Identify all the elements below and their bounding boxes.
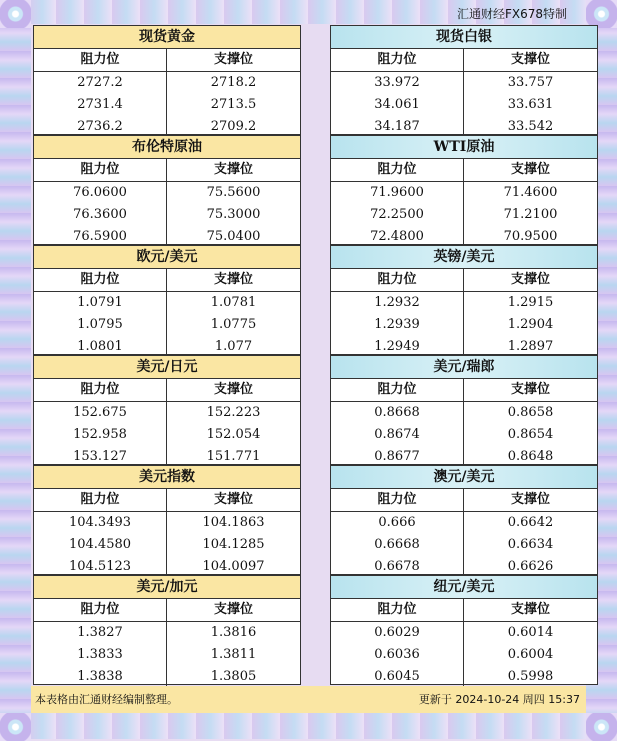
support-header: 支撑位 <box>510 492 550 507</box>
support-value: 1.0775 <box>210 317 257 332</box>
support-value: 75.0400 <box>206 229 261 244</box>
support-value: 104.1863 <box>202 515 265 530</box>
table-row <box>331 512 597 534</box>
corner-ornament-icon <box>0 0 31 28</box>
instrument-panel <box>330 245 598 355</box>
resistance-value: 2727.2 <box>34 72 167 94</box>
resistance-value: 152.675 <box>34 402 167 424</box>
resistance-value: 2731.4 <box>34 94 167 116</box>
resistance-value: 104.3493 <box>34 512 167 534</box>
table-row <box>331 72 597 94</box>
resistance-value: 1.3833 <box>34 644 167 666</box>
frame-bottom-border <box>0 713 617 739</box>
support-header: 支撑位 <box>213 492 253 507</box>
support-value: 1.3811 <box>210 647 257 662</box>
support-header: 支撑位 <box>510 162 550 177</box>
support-value: 0.6014 <box>507 625 554 640</box>
column-header-row <box>34 49 300 72</box>
table-row <box>331 622 597 644</box>
support-value: 70.9500 <box>503 229 558 244</box>
resistance-value: 0.6045 <box>331 666 464 688</box>
column-header-row <box>331 269 597 292</box>
corner-ornament-icon <box>586 0 617 28</box>
resistance-value: 33.972 <box>331 72 464 94</box>
support-value: 0.6626 <box>507 559 554 574</box>
instrument-panel <box>33 25 301 135</box>
resistance-value: 34.061 <box>331 94 464 116</box>
resistance-value: 1.3838 <box>34 666 167 688</box>
support-value: 1.2897 <box>507 339 554 354</box>
instrument-panel <box>330 135 598 245</box>
support-header: 支撑位 <box>213 602 253 617</box>
resistance-header: 阻力位 <box>331 599 464 621</box>
column-header-row <box>34 159 300 182</box>
resistance-value: 71.9600 <box>331 182 464 204</box>
table-row <box>331 182 597 204</box>
table-row <box>34 622 300 644</box>
support-header: 支撑位 <box>213 272 253 287</box>
resistance-value: 0.8674 <box>331 424 464 446</box>
support-value: 0.6634 <box>507 537 554 552</box>
support-value: 0.5998 <box>507 669 554 684</box>
resistance-value: 72.4800 <box>331 226 464 248</box>
instrument-title: WTI原油 <box>331 136 597 159</box>
support-value: 2718.2 <box>210 75 257 90</box>
resistance-value: 0.6036 <box>331 644 464 666</box>
resistance-header: 阻力位 <box>34 379 167 401</box>
resistance-value: 76.3600 <box>34 204 167 226</box>
resistance-header: 阻力位 <box>34 489 167 511</box>
resistance-value: 153.127 <box>34 446 167 468</box>
table-row <box>34 204 300 226</box>
resistance-header: 阻力位 <box>331 49 464 71</box>
support-value: 152.054 <box>206 427 261 442</box>
column-header-row <box>331 599 597 622</box>
column-header-row <box>331 489 597 512</box>
brand-label: 汇通财经FX678特制 <box>456 7 567 21</box>
resistance-value: 0.666 <box>331 512 464 534</box>
resistance-value: 1.2939 <box>331 314 464 336</box>
support-value: 2713.5 <box>210 97 257 112</box>
resistance-header: 阻力位 <box>34 159 167 181</box>
corner-ornament-icon <box>0 713 31 741</box>
support-value: 33.757 <box>507 75 554 90</box>
support-value: 151.771 <box>206 449 261 464</box>
instrument-title: 现货黄金 <box>34 26 300 49</box>
resistance-value: 76.0600 <box>34 182 167 204</box>
instrument-panel <box>330 25 598 135</box>
table-row <box>34 666 300 688</box>
support-value: 0.8658 <box>507 405 554 420</box>
support-value: 2709.2 <box>210 119 257 134</box>
support-value: 1.077 <box>214 339 253 354</box>
resistance-value: 1.0791 <box>34 292 167 314</box>
table-row <box>331 292 597 314</box>
table-row <box>331 534 597 556</box>
resistance-value: 1.0795 <box>34 314 167 336</box>
support-value: 104.0097 <box>202 559 265 574</box>
support-header: 支撑位 <box>510 52 550 67</box>
instrument-title: 现货白银 <box>331 26 597 49</box>
table-row <box>331 666 597 688</box>
column-header-row <box>34 269 300 292</box>
instrument-panel <box>330 465 598 575</box>
instrument-panel <box>33 575 301 685</box>
column-header-row <box>34 379 300 402</box>
support-value: 75.5600 <box>206 185 261 200</box>
instrument-panel <box>33 465 301 575</box>
instrument-title: 英镑/美元 <box>331 246 597 269</box>
resistance-value: 0.8677 <box>331 446 464 468</box>
support-value: 0.8648 <box>507 449 554 464</box>
table-row <box>34 512 300 534</box>
resistance-value: 72.2500 <box>331 204 464 226</box>
support-value: 0.6642 <box>507 515 554 530</box>
corner-ornament-icon <box>586 713 617 741</box>
support-value: 1.2904 <box>507 317 554 332</box>
instrument-panel <box>330 575 598 685</box>
support-value: 71.2100 <box>503 207 558 222</box>
table-row <box>34 534 300 556</box>
table-row <box>34 292 300 314</box>
resistance-value: 1.2932 <box>331 292 464 314</box>
resistance-header: 阻力位 <box>34 599 167 621</box>
footer-note: 本表格由汇通财经编制整理。 <box>35 693 178 706</box>
support-value: 152.223 <box>206 405 261 420</box>
resistance-header: 阻力位 <box>331 379 464 401</box>
support-header: 支撑位 <box>510 272 550 287</box>
instrument-title: 美元/加元 <box>34 576 300 599</box>
resistance-value: 0.6029 <box>331 622 464 644</box>
resistance-header: 阻力位 <box>331 269 464 291</box>
support-value: 104.1285 <box>202 537 265 552</box>
instrument-title: 美元/瑞郎 <box>331 356 597 379</box>
instrument-title: 澳元/美元 <box>331 466 597 489</box>
table-row <box>34 644 300 666</box>
resistance-value: 1.2949 <box>331 336 464 358</box>
support-value: 0.6004 <box>507 647 554 662</box>
resistance-value: 152.958 <box>34 424 167 446</box>
resistance-header: 阻力位 <box>331 159 464 181</box>
instrument-title: 欧元/美元 <box>34 246 300 269</box>
support-value: 1.0781 <box>210 295 257 310</box>
support-value: 1.3816 <box>210 625 257 640</box>
resistance-value: 0.8668 <box>331 402 464 424</box>
resistance-value: 1.0801 <box>34 336 167 358</box>
support-value: 1.2915 <box>507 295 554 310</box>
support-value: 1.3805 <box>210 669 257 684</box>
table-row <box>34 182 300 204</box>
resistance-header: 阻力位 <box>34 269 167 291</box>
support-header: 支撑位 <box>510 602 550 617</box>
support-header: 支撑位 <box>213 52 253 67</box>
table-row <box>331 644 597 666</box>
table-row <box>331 314 597 336</box>
resistance-header: 阻力位 <box>331 489 464 511</box>
resistance-value: 0.6668 <box>331 534 464 556</box>
support-header: 支撑位 <box>510 382 550 397</box>
column-header-row <box>34 489 300 512</box>
resistance-value: 0.6678 <box>331 556 464 578</box>
resistance-value: 104.4580 <box>34 534 167 556</box>
table-row <box>34 402 300 424</box>
update-timestamp: 更新于 2024-10-24 周四 15:37 <box>418 693 580 706</box>
support-value: 33.631 <box>507 97 554 112</box>
table-row <box>331 204 597 226</box>
table-row <box>331 94 597 116</box>
support-value: 33.542 <box>507 119 554 134</box>
column-header-row <box>331 159 597 182</box>
table-row <box>34 424 300 446</box>
column-header-row <box>331 379 597 402</box>
instrument-title: 布伦特原油 <box>34 136 300 159</box>
instrument-panel <box>33 355 301 465</box>
column-header-row <box>331 49 597 72</box>
table-row <box>34 94 300 116</box>
table-row <box>34 314 300 336</box>
frame-left-border <box>0 24 31 713</box>
resistance-value: 34.187 <box>331 116 464 138</box>
table-row <box>331 424 597 446</box>
resistance-value: 76.5900 <box>34 226 167 248</box>
instrument-title: 美元/日元 <box>34 356 300 379</box>
instrument-panel <box>330 355 598 465</box>
instrument-panel <box>33 135 301 245</box>
support-header: 支撑位 <box>213 382 253 397</box>
instrument-title: 美元指数 <box>34 466 300 489</box>
table-row <box>331 402 597 424</box>
resistance-value: 2736.2 <box>34 116 167 138</box>
support-header: 支撑位 <box>213 162 253 177</box>
table-row <box>34 72 300 94</box>
column-header-row <box>34 599 300 622</box>
resistance-value: 104.5123 <box>34 556 167 578</box>
resistance-header: 阻力位 <box>34 49 167 71</box>
instrument-title: 纽元/美元 <box>331 576 597 599</box>
footer-bar <box>31 686 586 713</box>
support-value: 71.4600 <box>503 185 558 200</box>
resistance-value: 1.3827 <box>34 622 167 644</box>
support-value: 0.8654 <box>507 427 554 442</box>
support-value: 75.3000 <box>206 207 261 222</box>
instrument-panel <box>33 245 301 355</box>
